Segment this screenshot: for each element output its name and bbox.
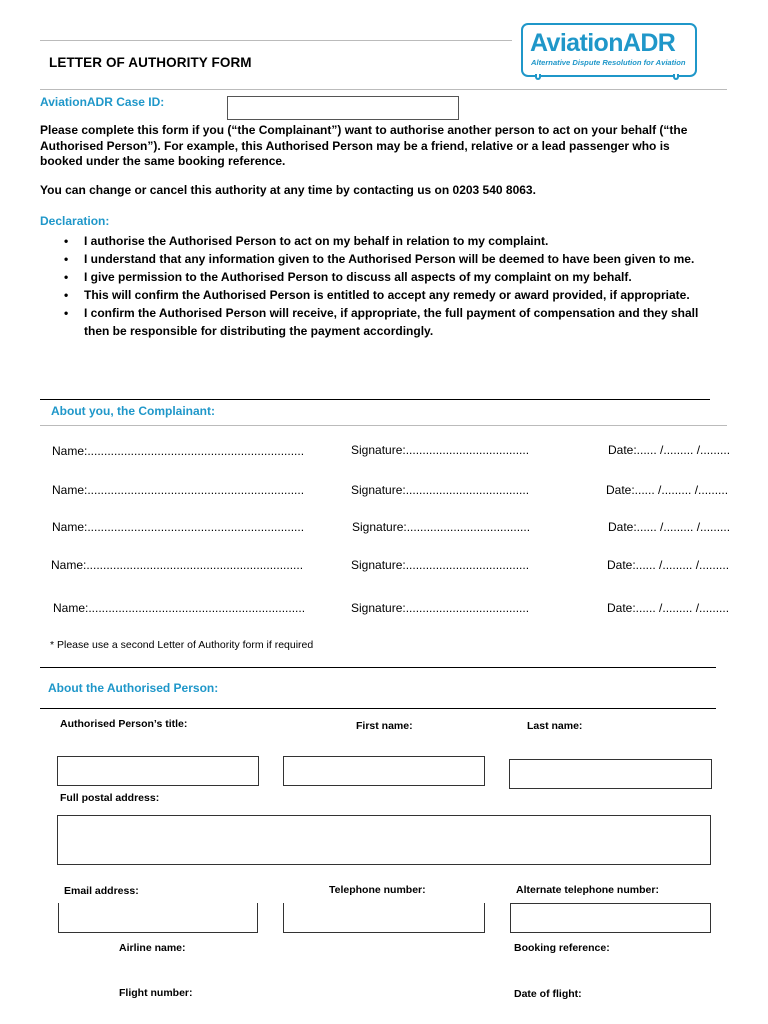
- page-title: LETTER OF AUTHORITY FORM: [49, 55, 252, 70]
- intro-paragraph: Please complete this form if you (“the Complainant”) want to authorise another person to act on your behalf (“the Authorised Person”). For example, this Authorised Person may be a friend, relative or a lead passenger who is booked under the same booking reference.: [40, 123, 688, 168]
- complainant-signature-field[interactable]: Signature:.....................................: [351, 483, 530, 497]
- title-label: Authorised Person’s title:: [60, 718, 188, 730]
- section-divider: [40, 399, 710, 400]
- first-name-label: First name:: [356, 720, 413, 732]
- logo-wordmark: AviationADR: [530, 29, 676, 57]
- telephone-label: Telephone number:: [329, 884, 426, 896]
- complainant-date-field[interactable]: Date:...... /......... /.........: [607, 601, 730, 615]
- complainant-signature-field[interactable]: Signature:.....................................: [351, 601, 530, 615]
- alt-telephone-input[interactable]: [510, 903, 711, 933]
- complainant-name-field[interactable]: Name:.................................................................: [52, 483, 305, 497]
- complainant-name-field[interactable]: Name:.................................................................: [51, 558, 304, 572]
- last-name-input[interactable]: [509, 759, 712, 789]
- section-divider: [40, 708, 716, 709]
- flight-number-label: Flight number:: [119, 987, 193, 999]
- alt-telephone-label: Alternate telephone number:: [516, 884, 659, 896]
- airline-label: Airline name:: [119, 942, 186, 954]
- last-name-label: Last name:: [527, 720, 583, 732]
- title-input[interactable]: [57, 756, 259, 786]
- complainant-date-field[interactable]: Date:...... /......... /.........: [608, 443, 731, 457]
- aviation-adr-logo: [521, 23, 697, 77]
- logo-tab-right-icon: [673, 74, 679, 80]
- case-id-label: AviationADR Case ID:: [40, 95, 165, 109]
- email-label: Email address:: [64, 885, 139, 897]
- email-input[interactable]: [58, 903, 258, 933]
- case-id-input[interactable]: [227, 96, 459, 120]
- header-rule: [40, 40, 512, 41]
- telephone-input[interactable]: [283, 903, 485, 933]
- postal-address-label: Full postal address:: [60, 792, 160, 804]
- complainant-date-field[interactable]: Date:...... /......... /.........: [608, 520, 731, 534]
- contact-paragraph: You can change or cancel this authority at any time by contacting us on 0203 540 8063.: [40, 183, 536, 197]
- first-name-input[interactable]: [283, 756, 485, 786]
- postal-address-input[interactable]: [57, 815, 711, 865]
- declaration-item: • I authorise the Authorised Person to act on my behalf in relation to my complaint.: [40, 232, 700, 250]
- declaration-item: • I understand that any information given to the Authorised Person will be deemed to have been given to me.: [40, 250, 700, 268]
- declaration-item: • I confirm the Authorised Person will receive, if appropriate, the full payment of compensation and they shall then be responsible for distributing the payment accordingly.: [40, 304, 700, 340]
- declaration-label: Declaration:: [40, 214, 110, 228]
- complainant-date-field[interactable]: Date:...... /......... /.........: [607, 558, 730, 572]
- complainant-name-field[interactable]: Name:.................................................................: [52, 444, 305, 458]
- section-divider: [40, 425, 727, 426]
- complainant-signature-field[interactable]: Signature:.....................................: [351, 558, 530, 572]
- complainant-signature-field[interactable]: Signature:.....................................: [352, 520, 531, 534]
- complainant-signature-field[interactable]: Signature:.....................................: [351, 443, 530, 457]
- logo-tagline: Alternative Dispute Resolution for Aviation: [531, 58, 686, 67]
- declaration-item: • This will confirm the Authorised Person is entitled to accept any remedy or award provided, if appropriate.: [40, 286, 700, 304]
- section-divider: [40, 667, 716, 668]
- logo-tab-left-icon: [535, 74, 541, 80]
- authorised-section-label: About the Authorised Person:: [48, 681, 219, 695]
- header-rule-right: [40, 89, 727, 90]
- declaration-item: • I give permission to the Authorised Person to discuss all aspects of my complaint on my behalf.: [40, 268, 700, 286]
- complainant-name-field[interactable]: Name:.................................................................: [52, 520, 305, 534]
- complainant-section-label: About you, the Complainant:: [51, 404, 215, 418]
- booking-reference-label: Booking reference:: [514, 942, 610, 954]
- declaration-list: [40, 232, 700, 340]
- date-of-flight-label: Date of flight:: [514, 988, 582, 1000]
- second-form-note: * Please use a second Letter of Authority form if required: [50, 639, 314, 651]
- complainant-date-field[interactable]: Date:...... /......... /.........: [606, 483, 729, 497]
- complainant-name-field[interactable]: Name:.................................................................: [53, 601, 306, 615]
